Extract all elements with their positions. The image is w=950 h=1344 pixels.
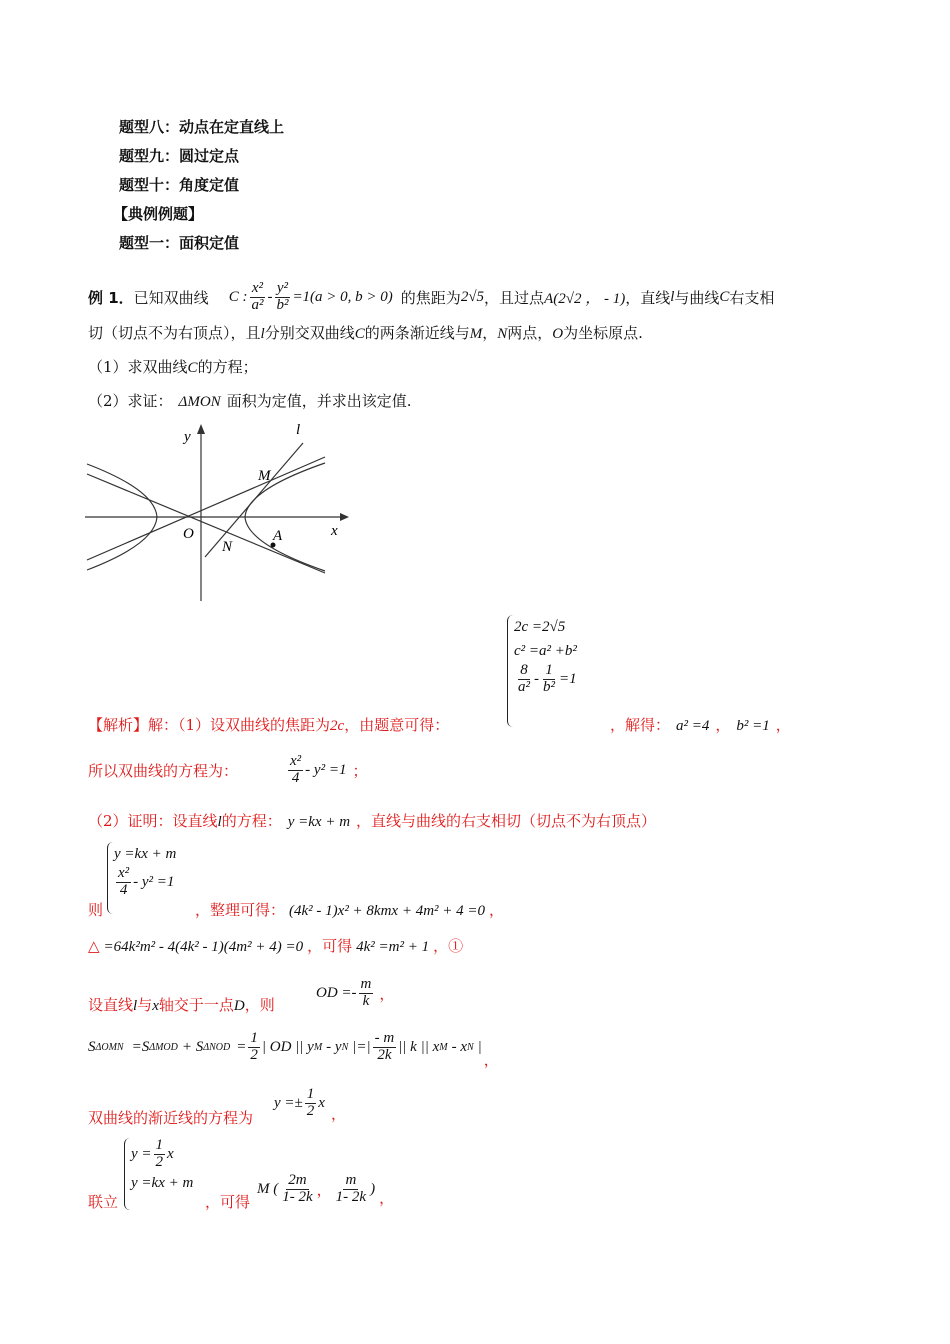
tangent-line-l [205,443,303,557]
text: 已知双曲线 [133,288,209,307]
text: 的两条渐近线与 [364,324,470,342]
fraction: $\frac{\text{y²}}{\text{b²}}$ [276,279,289,313]
outline-type10: 题型十：角度定值 [119,176,240,194]
outline-type1: 题型一：面积定值 [119,234,240,252]
label-m: M [258,468,271,484]
var-l: l [260,326,265,342]
asymptote-eq: y =± $\frac{1}{2}$ x ， [274,1085,346,1123]
system-line: $\frac{8}{\text{a²}}$ - $\frac{1}{\text{b²}}$ =1 [518,662,577,695]
hyperbola-result: 所以双曲线的方程为： $\frac{\text{x²}}{4}$ - y² =1 ； [88,752,368,786]
system-1 [507,615,614,727]
label-x: x [331,523,338,539]
system-line: c² =a² +b² [514,643,577,659]
text: ，直线 [625,288,671,307]
system-line: y =kx + m [114,846,177,862]
text: 两点， [507,324,553,342]
od-equation: OD =- $\frac{m}{k}$ ， [316,975,395,1009]
label-a: A [273,528,283,544]
var-o: O [552,326,564,342]
text: 的焦距为 [400,288,461,307]
area-formula: S ΔOMN =S ΔMOD + S ΔNOD = $\frac{1}{2}$ | OD || y M - y N |=| $\frac{- m}{2k}$ || k || x M - x N | ， [88,1029,499,1069]
label-n: N [222,539,233,555]
asymptote-2 [87,457,325,560]
text: 切（切点不为右顶点），且 [88,324,261,342]
question-1: （1）求双曲线C的方程； [88,358,258,376]
solution-header: 【解析】解：（1）设双曲线的焦距为2c，由题意可得： [88,716,450,734]
minus: - [267,288,273,305]
x-axis-arrow [340,513,349,521]
var-n: N [497,326,508,342]
var-m: M [469,326,483,342]
var-c: C [719,288,730,305]
outline-type9: 题型九：圆过定点 [119,147,240,165]
example-label: 例 1． [88,288,134,307]
fraction: $\frac{\text{x²}}{\text{a²}}$ [251,279,264,313]
text: ， [482,324,498,342]
question-2: （2）求证： ΔMON 面积为定值，并求出该定值. [88,392,412,410]
join-label: 联立 [88,1193,119,1211]
text: ，且过点 [484,288,545,307]
label-o: O [183,526,194,542]
outline-type8: 题型八：动点在定直线上 [119,118,285,136]
eq-prefix: C : [228,288,248,305]
eq-rest: =1(a > 0, b > 0) [292,288,393,305]
hyperbola-eq [229,281,393,314]
label-l: l [296,422,301,438]
text: 与曲线 [674,288,720,307]
example1-line2 [88,322,643,343]
point-a: A(2√2 ， - 1) [544,290,626,307]
system-2 [107,842,204,914]
text: 分别交双曲线 [264,324,355,342]
then-label: 则 [88,901,104,919]
examples-header: 【典例例题】 [113,205,204,223]
text: 右支相 [729,288,775,307]
var-l: l [670,288,675,305]
y-axis-arrow [197,424,205,434]
text: 为坐标原点. [563,324,643,342]
focal-value: 2√5 [460,288,485,305]
system-line: $\frac{\text{x²}}{4}$ - y² =1 [118,865,175,898]
asymptote-1 [87,474,325,573]
discriminant-line: △ =64k²m² - 4(4k² - 1)(4m² + 4) =0 ，可得 4k² =m² + 1 ，① [88,937,464,955]
system-line: y =kx + m [131,1174,194,1191]
intersect-line: 设直线l与x轴交于一点D，则 [88,996,275,1014]
var-c: C [354,326,365,342]
system-line: 2c =2√5 [514,619,566,635]
quadratic-line: ，整理可得： (4k² - 1)x² + 8kmx + 4m² + 4 =0 ， [195,901,505,919]
solution-result: ，解得： a² =4 ， b² =1 ， [610,716,791,734]
asymptote-text: 双曲线的渐近线的方程为 [88,1109,254,1127]
point-m-coords: M ( $\frac{2m}{1- 2k}$ ， $\frac{m}{1- 2k}$ ) ， [257,1171,395,1207]
join-result-text: ，可得 [205,1193,251,1211]
label-y: y [184,429,191,445]
hyperbola-figure [85,418,350,604]
system-line: y = $\frac{1}{2}$ x [131,1137,174,1170]
part2-line: （2）证明：设直线l的方程： y =kx + m ，直线与曲线的右支相切（切点不为右顶点） [88,812,657,830]
